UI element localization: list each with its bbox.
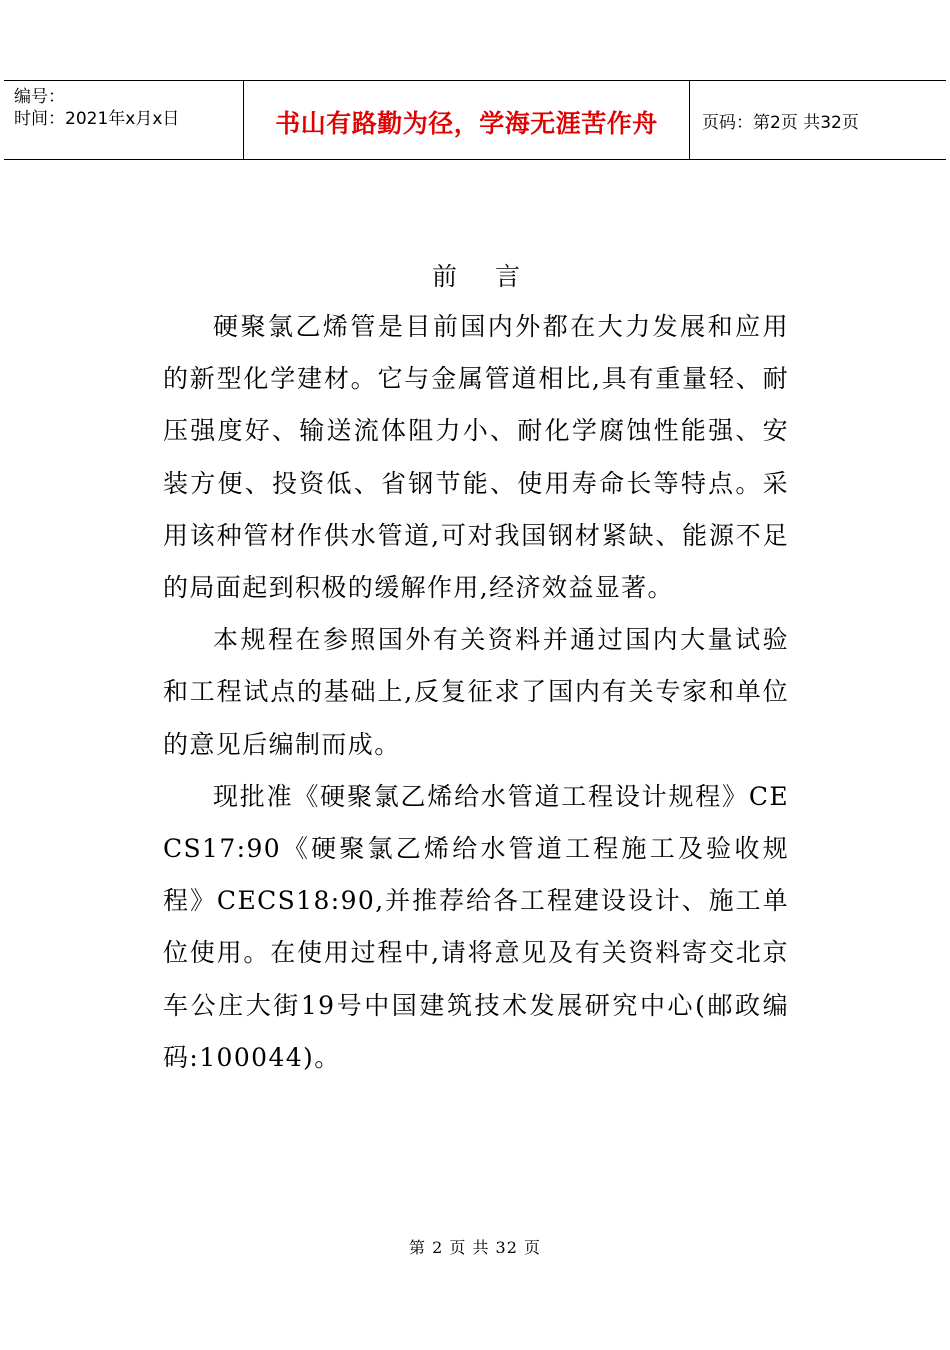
header-page-info: 页码：第2页 共32页 [702, 112, 859, 133]
document-header [4, 80, 946, 160]
header-motto-cell [244, 81, 690, 159]
document-number-label: 编号： [14, 87, 65, 107]
document-time-label: 时间：2021年x月x日 [14, 109, 180, 129]
paragraph-2: 本规程在参照国外有关资料并通过国内大量试验和工程试点的基础上,反复征求了国内有关专家和单位的意见后编制而成。 [163, 625, 789, 759]
document-title: 前言 [431, 262, 558, 291]
paragraph-1: 硬聚氯乙烯管是目前国内外都在大力发展和应用的新型化学建材。它与金属管道相比,具有重量轻、耐压强度好、输送流体阻力小、耐化学腐蚀性能强、安装方便、投资低、省钢节能、使用寿命长等特点。采用该种管材作供水管道,可对我国钢材紧缺、能源不足的局面起到积极的缓解作用,经济效益显著。 [163, 312, 789, 603]
header-motto: 书山有路勤为径，学海无涯苦作舟 [275, 109, 658, 138]
document-body [163, 255, 789, 1084]
paragraph-3: 现批准《硬聚氯乙烯给水管道工程设计规程》CECS17:90《硬聚氯乙烯给水管道工程施工及验收规程》CECS18:90,并推荐给各工程建设设计、施工单位使用。在使用过程中,请将意见及有关资料寄交北京车公庄大街19号中国建筑技术发展研究中心(邮政编码:100044)。 [163, 781, 789, 1072]
header-page-cell [690, 81, 946, 159]
page-footer: 第 2 页 共 32 页 [409, 1238, 541, 1257]
header-meta-cell [4, 81, 244, 159]
